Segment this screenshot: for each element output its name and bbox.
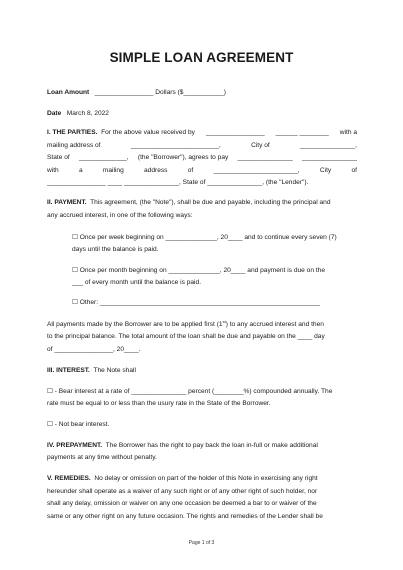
- remedies-line-2: hereunder shall operate as a waiver of any such right or of any other right of such holder, nor: [47, 488, 318, 495]
- remedies-line-4: same or any other right on any future occasion. The rights and remedies of the Lender shall be: [47, 513, 323, 520]
- parties-blank: _______________: [237, 154, 293, 161]
- payment-text: This agreement, (the "Note"), shall be due and payable, including the principal and: [90, 199, 331, 206]
- parties-heading: I. THE PARTIES.: [47, 129, 98, 136]
- remedies-line-1: [47, 474, 357, 483]
- interest-text: The Note shall: [93, 367, 136, 374]
- parties-line-5: [47, 178, 357, 187]
- payment-option-monthly[interactable]: ☐ Once per month beginning on ______________, 20____ and payment is due on the: [72, 267, 326, 274]
- parties-text: with: [47, 167, 59, 174]
- payment-line-2: any accrued interest, in one of the following ways:: [47, 212, 193, 219]
- parties-blank: ______ ________: [275, 129, 329, 136]
- application-text: All payments made by the Borrower are to be applied first (1: [47, 321, 223, 328]
- parties-text: mailing: [102, 167, 124, 174]
- parties-text: of: [187, 167, 194, 174]
- parties-blank: _____________,: [79, 154, 129, 161]
- prepayment-line-1: [47, 441, 357, 450]
- parties-text: mailing address of: [47, 142, 101, 149]
- parties-blank: _______________: [301, 154, 357, 161]
- parties-text: For the above value received by: [101, 129, 195, 136]
- interest-line: [47, 366, 357, 375]
- interest-option-bear-cont: rate must be equal to or less than the usury rate in the State of the Borrower.: [47, 400, 271, 407]
- interest-heading: III. INTEREST.: [47, 367, 90, 374]
- payment-option-other[interactable]: ☐ Other: ____________________________________________________________: [72, 299, 320, 306]
- parties-text: State of: [47, 154, 70, 161]
- parties-line-4: [47, 166, 357, 175]
- application-line-3: of ________________, 20____.: [47, 346, 141, 353]
- prepayment-line-2: payments at any time without penalty.: [47, 454, 157, 461]
- parties-text: ________________ ____ _______________, State of _______________, (the "Lender").: [47, 179, 309, 186]
- parties-text: City of: [251, 142, 270, 149]
- interest-option-bear[interactable]: ☐ - Bear interest at a rate of _______________ percent (________%) compounded annually. The: [47, 388, 333, 395]
- parties-line-2: [47, 141, 357, 150]
- parties-blank: ________________________,: [130, 142, 221, 149]
- prepayment-text: The Borrower has the right to pay back the loan in-full or make additional: [105, 442, 318, 449]
- page-number: Page 1 of 3: [188, 540, 215, 546]
- payment-option-weekly[interactable]: ☐ Once per week beginning on ______________, 20____ and to continue every seven (7): [72, 234, 337, 241]
- parties-text: address: [144, 167, 168, 174]
- prepayment-heading: IV. PREPAYMENT.: [47, 442, 103, 449]
- application-line-1: [47, 320, 357, 329]
- parties-text: a: [78, 167, 83, 174]
- loan-amount-label: Loan Amount: [47, 89, 90, 96]
- payment-heading: II. PAYMENT.: [47, 199, 87, 206]
- parties-text: City: [319, 167, 332, 174]
- remedies-line-3: shall any delay, omission or waiver on any one occasion be deemed a bar to or waiver of the: [47, 500, 317, 507]
- loan-amount-fields: ________________ Dollars ($___________): [94, 89, 227, 96]
- loan-amount-line: [47, 88, 357, 97]
- parties-text: with a: [339, 129, 357, 136]
- superscript: st: [222, 318, 226, 324]
- parties-blank: _______________,: [300, 142, 357, 149]
- date-line: [47, 109, 357, 118]
- parties-line-3: [47, 153, 357, 162]
- document-title: SIMPLE LOAN AGREEMENT: [109, 50, 294, 65]
- parties-line-1: [47, 128, 357, 137]
- payment-line-1: [47, 198, 357, 207]
- payment-option-weekly-cont: days until the balance is paid.: [72, 246, 159, 253]
- parties-blank: ________________: [205, 129, 265, 136]
- application-text: ) to any accrued interest and then: [225, 321, 324, 328]
- date-value: March 8, 2022: [66, 110, 109, 117]
- parties-text: (the "Borrower"), agrees to pay: [137, 154, 229, 161]
- application-line-2: to the principal balance. The total amount of the loan shall be due and payable on the ____ day: [47, 333, 325, 340]
- parties-blank: _______________________,: [213, 167, 300, 174]
- payment-option-monthly-cont: ___ of every month until the balance is paid.: [72, 279, 202, 286]
- remedies-heading: V. REMEDIES.: [47, 475, 91, 482]
- date-label: Date: [47, 110, 62, 117]
- interest-option-none[interactable]: ☐ - Not bear interest.: [47, 421, 110, 428]
- remedies-text: No delay or omission on part of the holder of this Note in exercising any right: [94, 475, 318, 482]
- parties-text: of: [351, 167, 357, 174]
